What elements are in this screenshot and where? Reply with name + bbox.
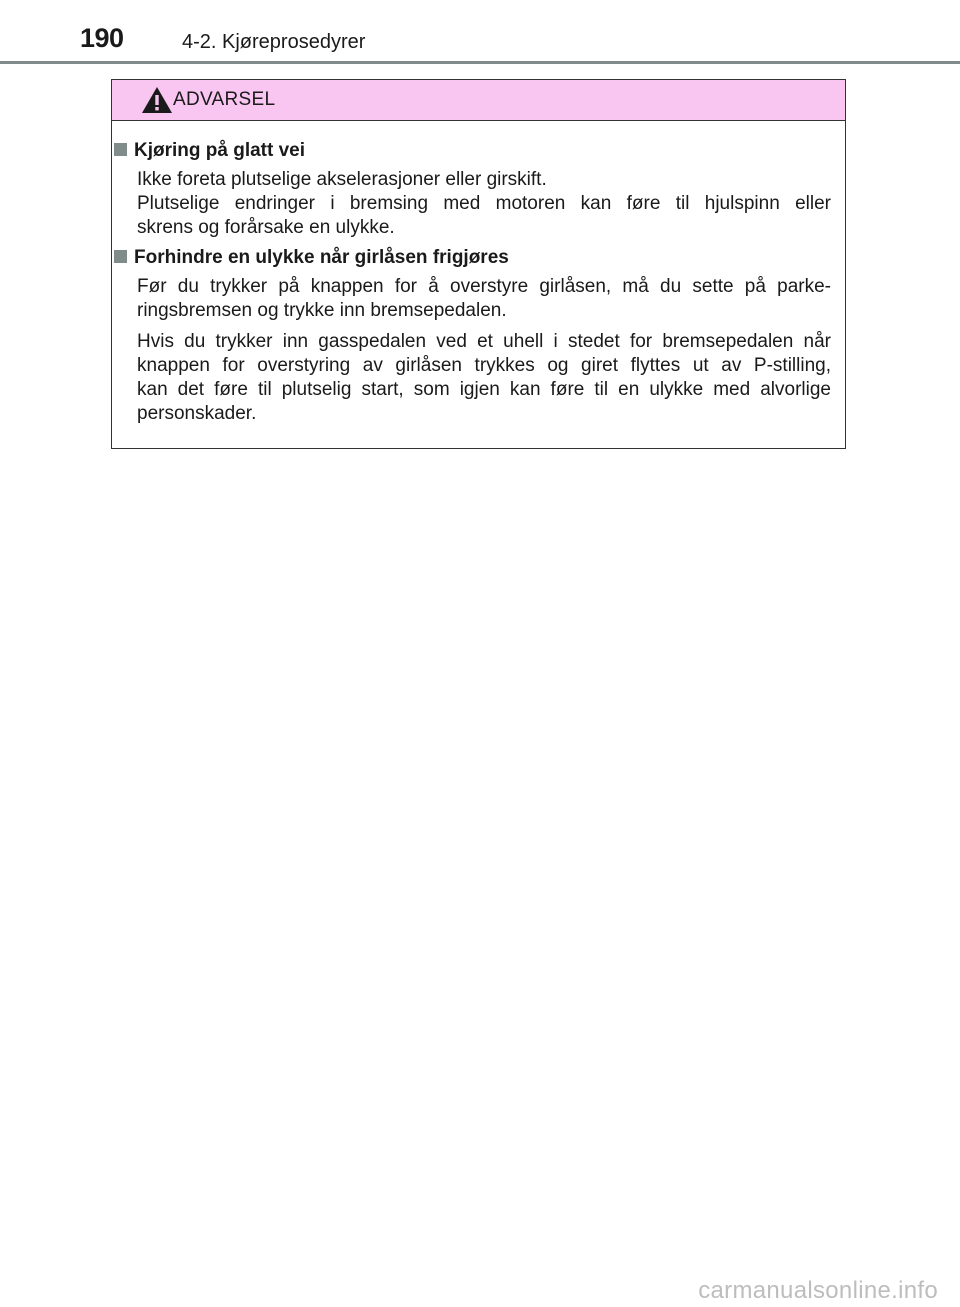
paragraph-line: personskader.: [137, 403, 257, 424]
item-heading-text: Forhindre en ulykke når girlåsen frigjøres: [134, 247, 509, 268]
paragraph-shift-lock-1: [137, 275, 831, 323]
warning-title: ADVARSEL: [173, 89, 276, 110]
section-title: 4-2. Kjøreprosedyrer: [182, 31, 366, 53]
paragraph-shift-lock-2: [137, 330, 831, 426]
item-heading-shift-lock: [114, 246, 509, 270]
paragraph-line: Plutselige endringer i bremsing med motoren kan føre til hjulspinn eller: [137, 193, 831, 214]
paragraph-line: Ikke foreta plutselige akselerasjoner eller girskift.: [137, 169, 547, 190]
header-rule: [0, 61, 960, 64]
paragraph-line: knappen for overstyring av girlåsen trykkes og giret flyttes ut av P-stilling,: [137, 355, 831, 376]
square-bullet-icon: [114, 250, 127, 263]
footer-watermark: carmanualsonline.info: [698, 1277, 938, 1304]
warning-box: [111, 79, 846, 449]
paragraph-line: Før du trykker på knappen for å overstyre girlåsen, må du sette på parke-: [137, 276, 831, 297]
page-header: [0, 0, 960, 64]
square-bullet-icon: [114, 143, 127, 156]
warning-header: [112, 80, 845, 121]
warning-triangle-icon: [141, 86, 173, 114]
paragraph-line: Hvis du trykker inn gasspedalen ved et uhell i stedet for bremsepedalen når: [137, 331, 831, 352]
item-heading-text: Kjøring på glatt vei: [134, 140, 306, 161]
page-number: 190: [80, 23, 124, 53]
paragraph-line: skrens og forårsake en ulykke.: [137, 217, 395, 238]
paragraph-slippery-road: [137, 168, 831, 240]
item-heading-slippery-road: [114, 139, 305, 163]
paragraph-line: kan det føre til plutselig start, som igjen kan føre til en ulykke med alvorlige: [137, 379, 831, 400]
paragraph-line: ringsbremsen og trykke inn bremsepedalen.: [137, 300, 507, 321]
